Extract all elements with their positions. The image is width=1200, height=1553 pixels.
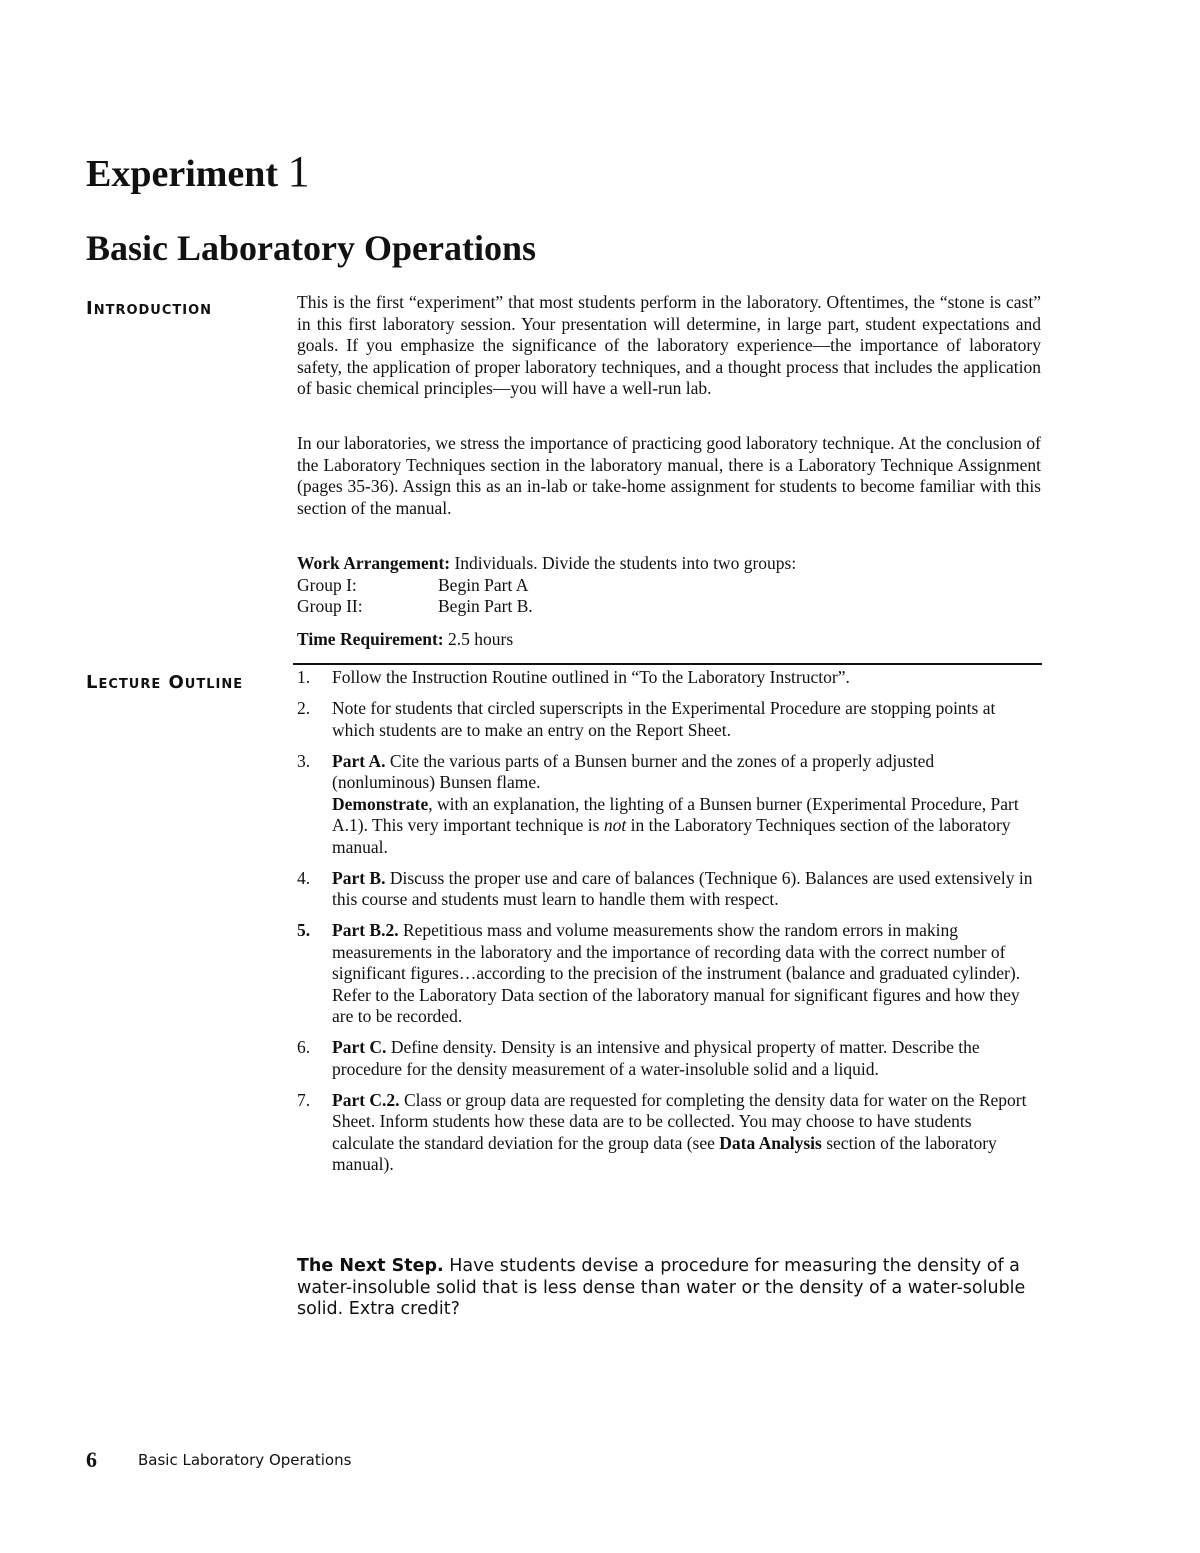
group-name: Group II: [297, 596, 363, 616]
list-text: Class or group data are requested for completing the density data for water on the Report Sheet. Inform students how these data are to be collected. You may choose to have students calculate the standard deviation for the group data (see [332, 1089, 1027, 1153]
list-number: 7. [297, 1089, 311, 1110]
work-arrangement-label: Work Arrangement: [297, 553, 451, 573]
list-item [297, 1090, 1037, 1176]
list-text: Define density. Density is an intensive and physical property of matter. Describe the procedure for the density measurement of a water-insoluble solid and a liquid. [332, 1037, 980, 1079]
list-text: Note for students that circled superscripts in the Experimental Procedure are stopping points at which students are to make an entry on the Report Sheet. [332, 698, 996, 740]
work-arrangement-text: Individuals. Divide the students into two groups: [454, 553, 797, 573]
next-step [297, 1256, 1037, 1321]
part-label: Part C. [332, 1037, 387, 1057]
list-text: Follow the Instruction Routine outlined in “To the Laboratory Instructor”. [332, 667, 850, 687]
group-row [297, 596, 1041, 618]
list-number: 3. [297, 750, 311, 771]
part-label: Part C.2. [332, 1089, 400, 1110]
list-text: Repetitious mass and volume measurements show the random errors in making measurements in the laboratory and the importance of recording data with the correct number of significant figures…according to the precision of the instrument (balance and graduated cylinder). Refer to the Laboratory Data section of the laboratory manual for significant figures and how they are to be recorded. [332, 920, 1021, 1026]
list-number: 1. [297, 667, 311, 687]
experiment-subtitle: Basic Laboratory Operations [86, 228, 536, 268]
time-requirement [297, 629, 1041, 651]
list-text: Cite the various parts of a Bunsen burner and the zones of a properly adjusted (nonluminous) Bunsen flame. [332, 750, 935, 792]
list-number: 2. [297, 698, 311, 718]
experiment-word: Experiment [86, 153, 279, 195]
experiment-number: 1 [287, 147, 310, 196]
list-number: 6. [297, 1037, 311, 1057]
list-item [297, 667, 1037, 689]
introduction-label: Introduction [86, 298, 213, 319]
next-step-label: The Next Step. [297, 1256, 444, 1276]
part-label: Part A. [332, 750, 386, 771]
time-requirement-label: Time Requirement: [297, 629, 444, 649]
group-task: Begin Part A [438, 574, 529, 595]
list-text: Discuss the proper use and care of balances (Technique 6). Balances are used extensively in this course and students must learn to handle them with respect. [332, 867, 1033, 909]
part-label: Part B. [332, 867, 386, 888]
experiment-heading [86, 147, 310, 196]
running-title: Basic Laboratory Operations [138, 1451, 352, 1469]
list-item [297, 1037, 1037, 1080]
emphasis-not: not [603, 815, 627, 835]
lecture-outline-list [297, 667, 1037, 1185]
group-task: Begin Part B. [438, 596, 533, 616]
data-analysis-label: Data Analysis [719, 1132, 822, 1153]
list-item [297, 698, 1037, 741]
list-text: , with an explanation, the lighting of a Bunsen burner (Experimental Procedure, Part A.1). This very important technique is [332, 793, 1019, 835]
section-divider [293, 663, 1042, 665]
work-arrangement [297, 553, 1041, 618]
list-item [297, 920, 1037, 1028]
list-text: section of the laboratory manual). [332, 1132, 997, 1174]
list-item [297, 868, 1037, 911]
list-number: 4. [297, 867, 311, 888]
next-step-text: Have students devise a procedure for measuring the density of a water-insoluble solid that is less dense than water or the density of a water-soluble solid. Extra credit? [297, 1256, 1026, 1319]
demonstrate-label: Demonstrate [332, 793, 429, 814]
list-number: 5. [297, 920, 311, 940]
group-row [297, 575, 1041, 597]
list-item [297, 751, 1037, 859]
intro-paragraph-1: This is the first “experiment” that most students perform in the laboratory. Oftentimes, the “stone is cast” in this first laboratory session. Your presentation will determine, in large part, student expectations and goals. If you emphasize the significance of the laboratory experience—the importance of laboratory safety, the application of proper laboratory techniques, and a thought process that includes the application of basic chemical principles—you will have a well-run lab. [297, 292, 1041, 398]
time-requirement-value: 2.5 hours [448, 629, 514, 649]
part-label: Part B.2. [332, 920, 399, 940]
page-number: 6 [86, 1447, 97, 1472]
list-text: in the Laboratory Techniques section of the laboratory manual. [332, 815, 1011, 857]
group-name: Group I: [297, 574, 357, 595]
lecture-outline-label: Lecture Outline [86, 672, 244, 693]
intro-paragraph-2: In our laboratories, we stress the importance of practicing good laboratory technique. At the conclusion of the Laboratory Techniques section in the laboratory manual, there is a Laboratory Technique Assignment (pages 35-36). Assign this as an in-lab or take-home assignment for students to become familiar with this section of the manual. [297, 433, 1041, 518]
